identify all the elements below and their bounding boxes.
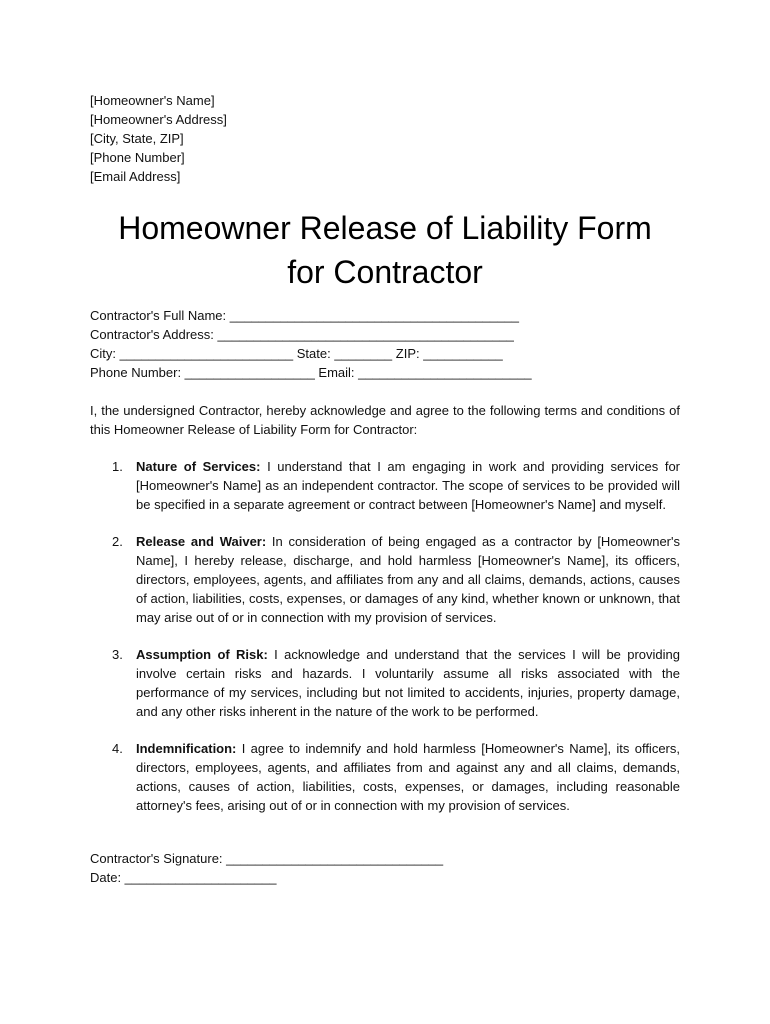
city-state-zip-line: [City, State, ZIP] [90, 131, 184, 146]
document-title [90, 206, 680, 294]
phone-number-line: [Phone Number] [90, 150, 185, 165]
term-text: I understand that I am engaging in work and providing services for [Homeowner's Name] as an independent contractor. The scope of services to be provided will be specified in a separate agreement or contract between [Homeowner's Name] and myself. [136, 459, 680, 512]
contractor-signature-line: Contractor's Signature: ______________________________ [90, 851, 444, 866]
term-heading: Assumption of Risk: [136, 647, 268, 662]
document-title-line-1: Homeowner Release of Liability Form [118, 210, 652, 246]
phone-email-field: Phone Number: __________________ Email: ________________________ [90, 365, 532, 380]
contractor-address-field: Contractor's Address: _________________________________________ [90, 327, 514, 342]
term-item-nature-of-services [90, 457, 680, 514]
homeowner-address-line: [Homeowner's Address] [90, 112, 227, 127]
city-state-zip-field: City: ________________________ State: ________ ZIP: ___________ [90, 346, 503, 361]
term-heading: Indemnification: [136, 741, 237, 756]
homeowner-header-block [90, 91, 680, 186]
contractor-info-fields [90, 306, 680, 382]
term-text: I acknowledge and understand that the services I will be providing involve certain risks and hazards. I voluntarily assume all risks associated with the performance of my services, including but not limited to accidents, injuries, property damage, and any other risks inherent in the nature of the work to be performed. [136, 647, 680, 719]
date-line: Date: _____________________ [90, 870, 277, 885]
term-number: 4. [112, 741, 123, 756]
email-address-line: [Email Address] [90, 169, 181, 184]
document-title-line-2: for Contractor [287, 254, 483, 290]
document-page [90, 91, 680, 887]
term-item-assumption-of-risk [90, 645, 680, 721]
term-number: 3. [112, 647, 123, 662]
term-number: 1. [112, 459, 123, 474]
signature-block [90, 849, 680, 887]
term-item-indemnification [90, 739, 680, 815]
term-number: 2. [112, 534, 123, 549]
terms-list [90, 457, 680, 815]
homeowner-name-line: [Homeowner's Name] [90, 93, 215, 108]
term-text: In consideration of being engaged as a contractor by [Homeowner's Name], I hereby release, discharge, and hold harmless [Homeowner's Name], its officers, directors, employees, agents, and affiliates from any and all claims, demands, actions, causes of action, liabilities, costs, expenses, or damages of any kind, whether known or unknown, that may arise out of or in connection with my provision of services. [136, 534, 680, 625]
term-heading: Release and Waiver: [136, 534, 267, 549]
term-item-release-and-waiver [90, 532, 680, 627]
intro-paragraph: I, the undersigned Contractor, hereby acknowledge and agree to the following terms and conditions of this Homeowner Release of Liability Form for Contractor: [90, 403, 680, 437]
term-heading: Nature of Services: [136, 459, 261, 474]
term-text: I agree to indemnify and hold harmless [Homeowner's Name], its officers, directors, employees, agents, and affiliates from and against any and all claims, demands, actions, causes of action, liabilities, costs, expenses, or damages, including reasonable attorney's fees, arising out of or in connection with my provision of services. [136, 741, 680, 813]
contractor-full-name-field: Contractor's Full Name: ________________________________________ [90, 308, 519, 323]
